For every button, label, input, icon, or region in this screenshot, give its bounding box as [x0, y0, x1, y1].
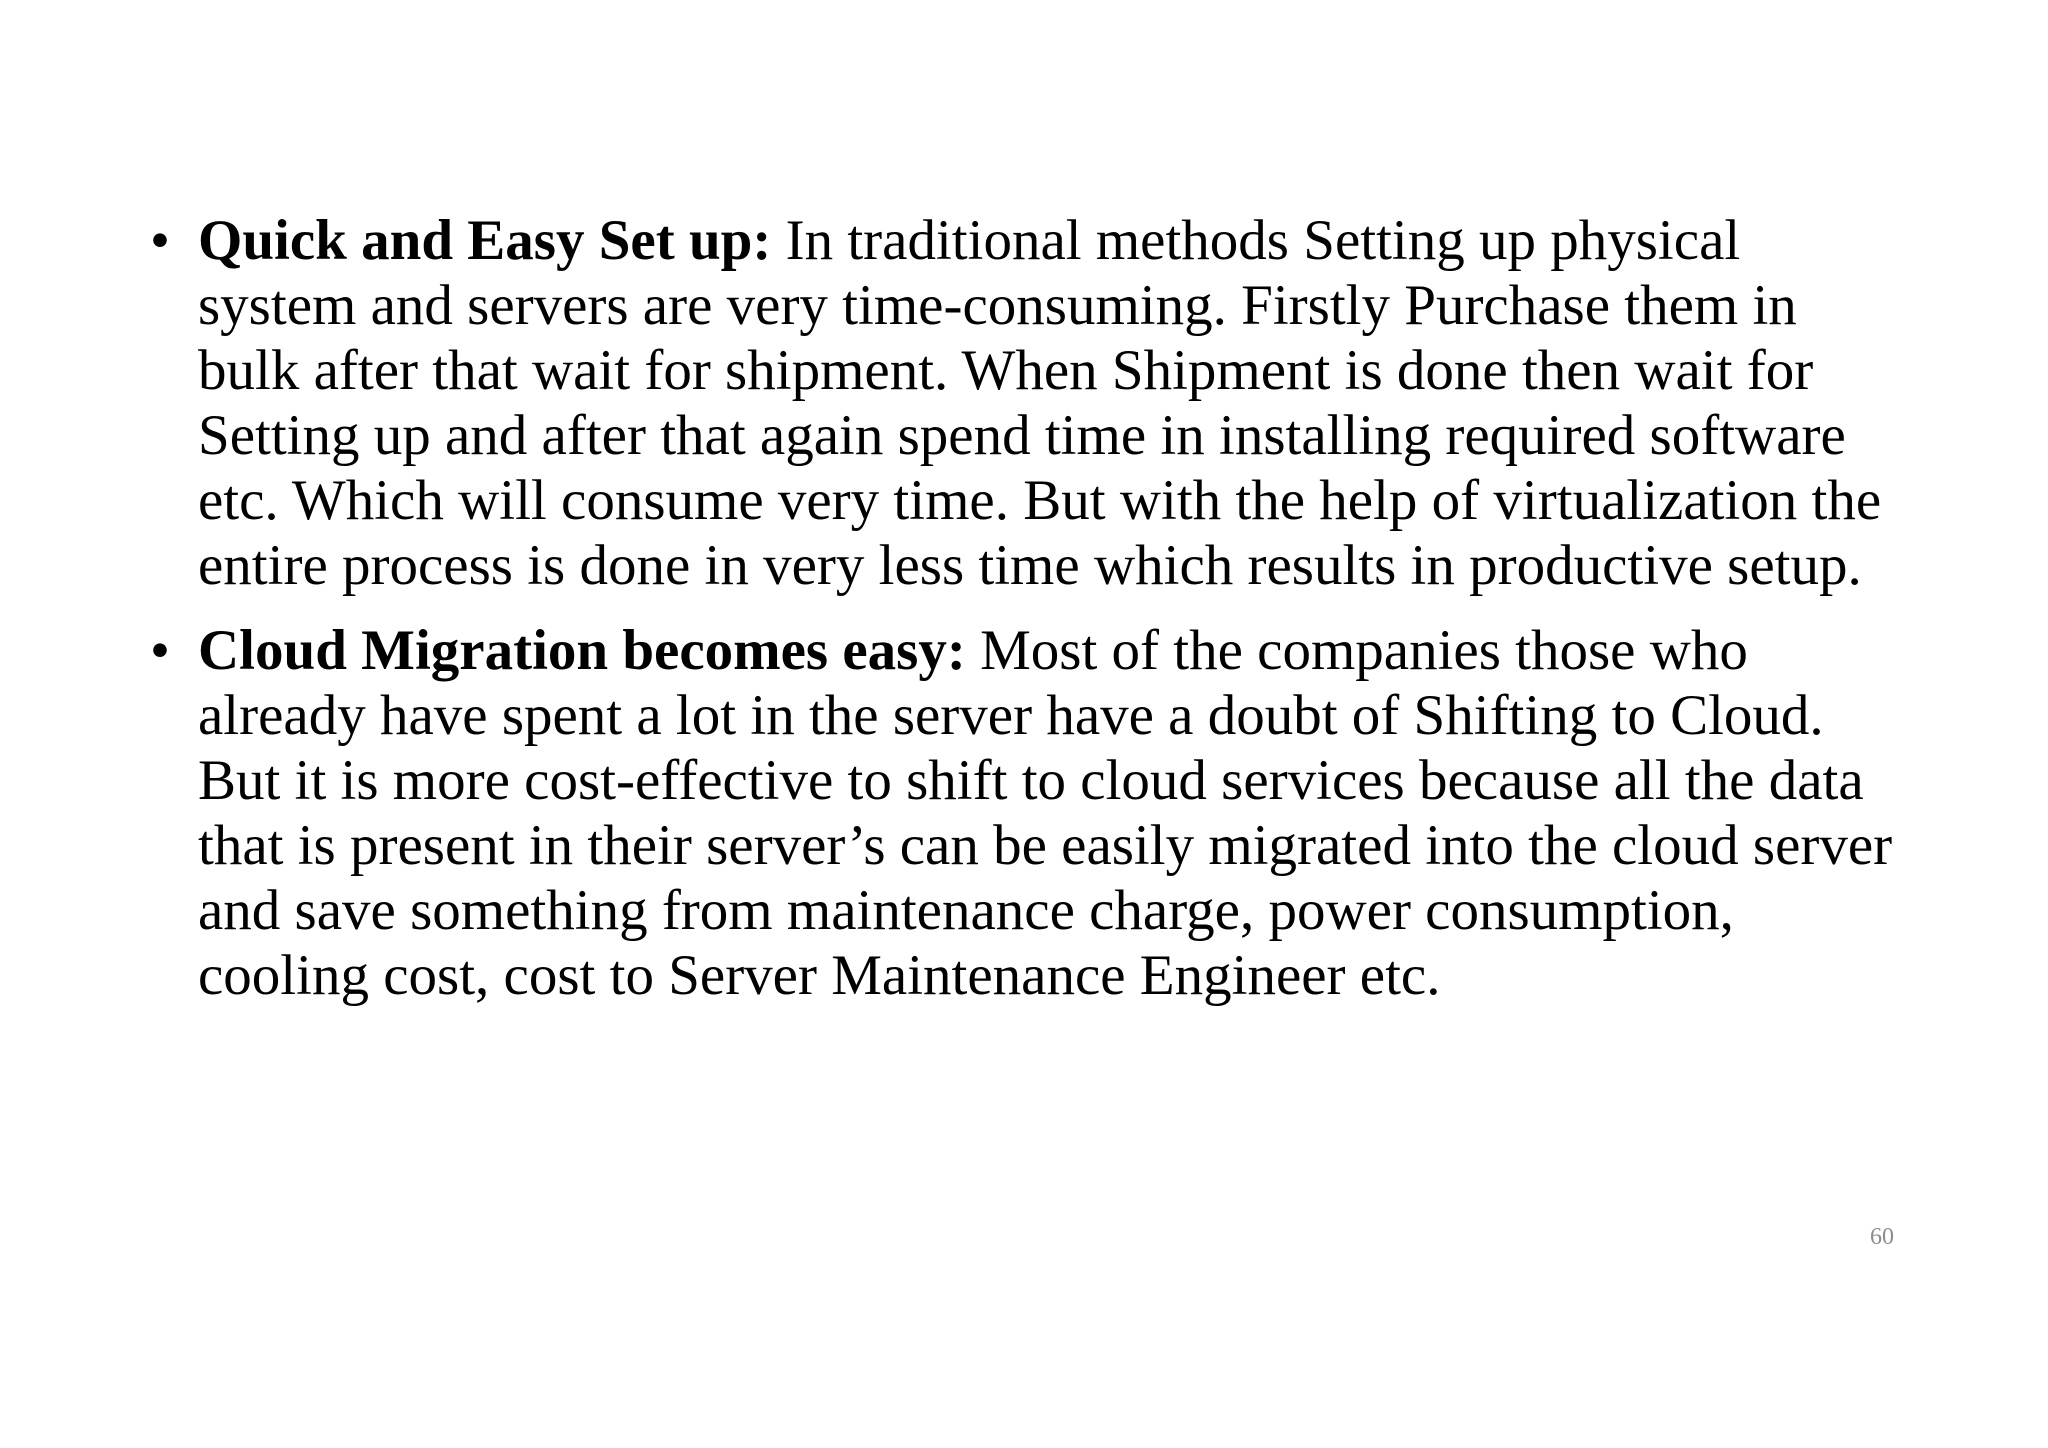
bullet-text: Most of the companies those who already have spent a lot in the server have a doubt of Shifting to Cloud. But it is more cost-effective to shift to cloud services because all the data that is present in their server’s can be easily migrated into the cloud server and save something from maintenance charge, power consumption, cooling cost, cost to Server Maintenance Engineer etc. [198, 619, 1893, 1007]
bullet-quick-easy-setup [150, 208, 1910, 598]
bullet-text: In traditional methods Setting up physical system and servers are very time-consuming. Firstly Purchase them in bulk after that wait for shipment. When Shipment is done then wait for Setting up and after that again spend time in installing required software etc. Which will consume very time. But with the help of virtualization the entire process is done in very less time which results in productive setup. [198, 209, 1882, 597]
bullet-cloud-migration [150, 618, 1910, 1008]
page-number: 60 [1870, 1224, 1894, 1250]
bullet-marker: • [150, 209, 170, 272]
bullet-list [150, 208, 1910, 1008]
bullet-title: Quick and Easy Set up: [198, 209, 786, 272]
bullet-marker: • [150, 619, 170, 682]
bullet-title: Cloud Migration becomes easy: [198, 619, 981, 682]
slide-content [150, 208, 1910, 1028]
